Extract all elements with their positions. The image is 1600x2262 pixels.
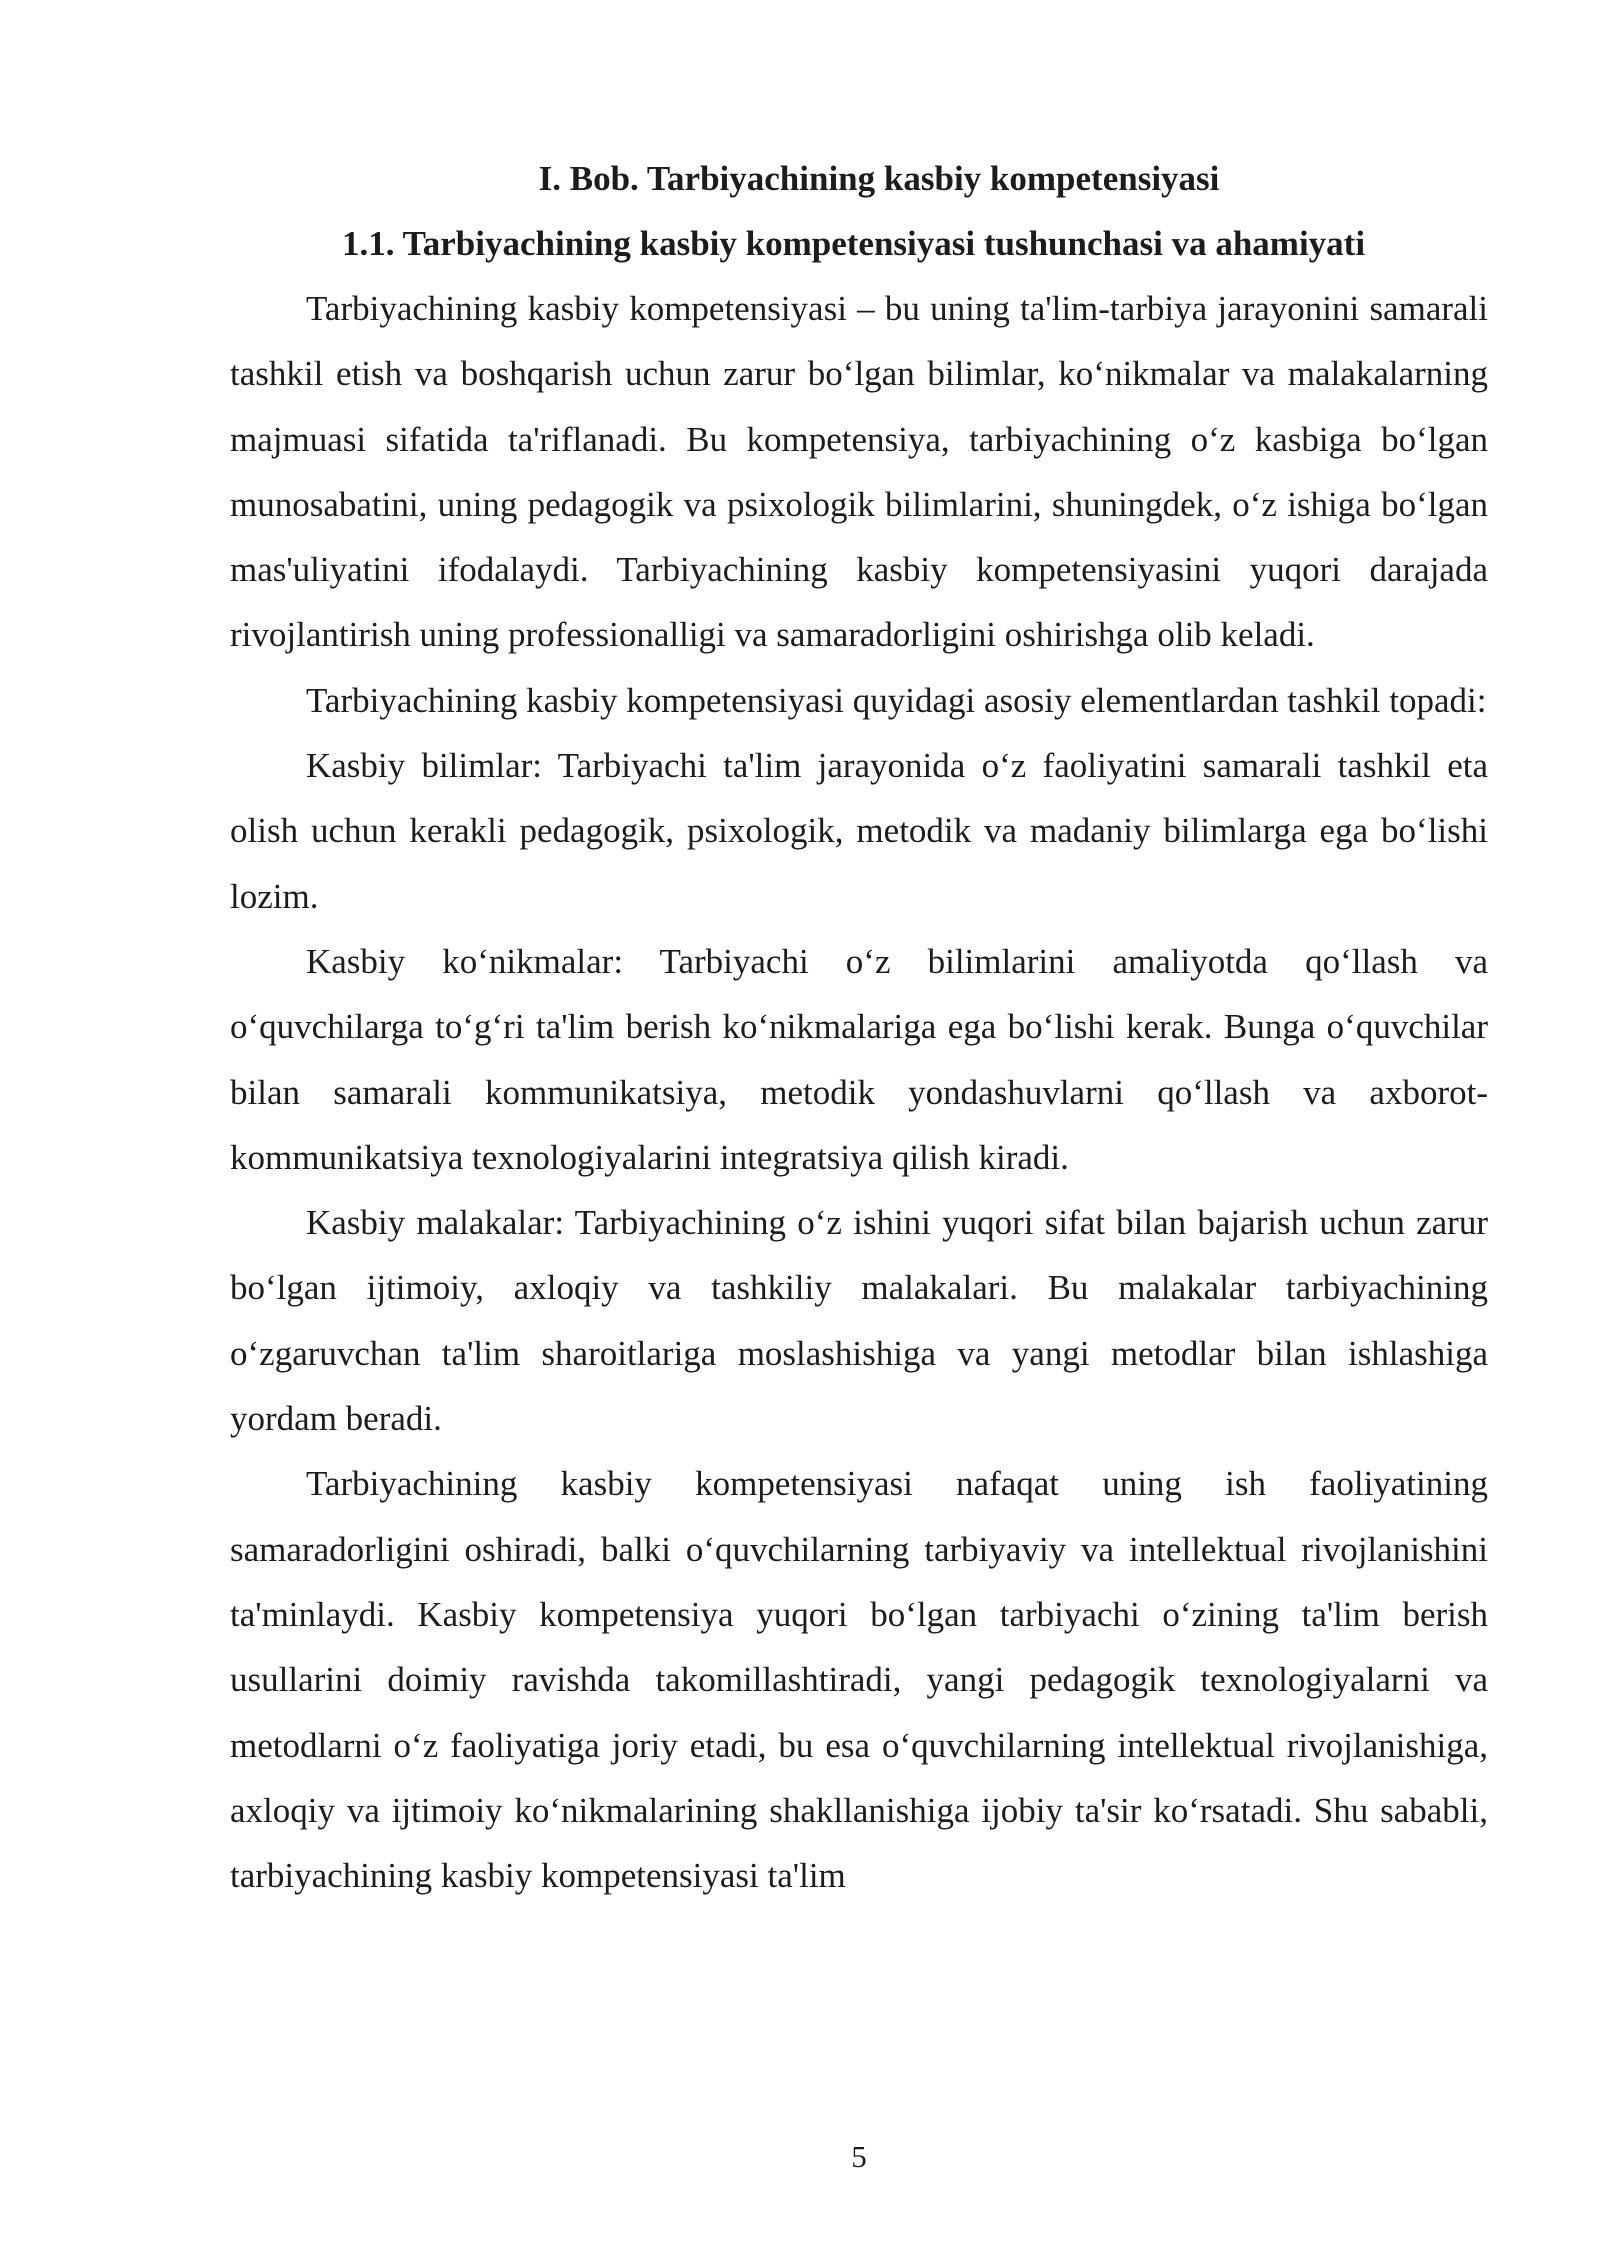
chapter-title: I. Bob. Tarbiyachining kasbiy kompetensiyasi — [538, 159, 1220, 198]
paragraph-kasbiy-bilimlar: Kasbiy bilimlar: Tarbiyachi ta'lim jarayonida o‘z faoliyatini samarali tashkil eta olish uchun kerakli pedagogik, psixologik, metodik va madaniy bilimlarga ega bo‘lishi lozim. — [230, 746, 1488, 916]
page-number: 5 — [851, 2139, 867, 2174]
paragraph-importance: Tarbiyachining kasbiy kompetensiyasi nafaqat uning ish faoliyatining samaradorligini oshiradi, balki o‘quvchilarning tarbiyaviy va intellektual rivojlanishini ta'minlaydi. Kasbiy kompetensiya yuqori bo‘lgan tarbiyachi o‘zining ta'lim berish usullarini doimiy ravishda takomillashtiradi, yangi pedagogik texnologiyalarni va metodlarni o‘z faoliyatiga joriy etadi, bu esa o‘quvchilarning intellektual rivojlanishiga, axloqiy va ijtimoiy ko‘nikmalarining shakllanishiga ijobiy ta'sir ko‘rsatadi. Shu sababli, tarbiyachining kasbiy kompetensiyasi ta'lim — [230, 1464, 1488, 1896]
section-title: 1.1. Tarbiyachining kasbiy kompetensiyasi tushunchasi va ahamiyati — [342, 224, 1366, 263]
paragraph-definition: Tarbiyachining kasbiy kompetensiyasi – bu uning ta'lim-tarbiya jarayonini samarali tashkil etish va boshqarish uchun zarur bo‘lgan bilimlar, ko‘nikmalar va malakalarning majmuasi sifatida ta'riflanadi. Bu kompetensiya, tarbiyachining o‘z kasbiga bo‘lgan munosabatini, uning pedagogik va psixologik bilimlarini, shuningdek, o‘z ishiga bo‘lgan mas'uliyatini ifodalaydi. Tarbiyachining kasbiy kompetensiyasini yuqori darajada rivojlantirish uning professionalligi va samaradorligini oshirishga olib keladi. — [230, 289, 1488, 655]
paragraph-kasbiy-malakalar: Kasbiy malakalar: Tarbiyachining o‘z ishini yuqori sifat bilan bajarish uchun zarur bo‘lgan ijtimoiy, axloqiy va tashkiliy malakalari. Bu malakalar tarbiyachining o‘zgaruvchan ta'lim sharoitlariga moslashishiga va yangi metodlar bilan ishlashiga yordam beradi. — [230, 1203, 1488, 1439]
paragraph-kasbiy-konikmalar: Kasbiy ko‘nikmalar: Tarbiyachi o‘z bilimlarini amaliyotda qo‘llash va o‘quvchilarga to‘g‘ri ta'lim berish ko‘nikmalariga ega bo‘lishi kerak. Bunga o‘quvchilar bilan samarali kommunikatsiya, metodik yondashuvlarni qo‘llash va axborot-kommunikatsiya texnologiyalarini integratsiya qilish kiradi. — [230, 941, 1488, 1177]
paragraph-elements-intro: Tarbiyachining kasbiy kompetensiyasi quyidagi asosiy elementlardan tashkil topadi: — [306, 680, 1487, 720]
page-content — [230, 146, 1488, 1908]
